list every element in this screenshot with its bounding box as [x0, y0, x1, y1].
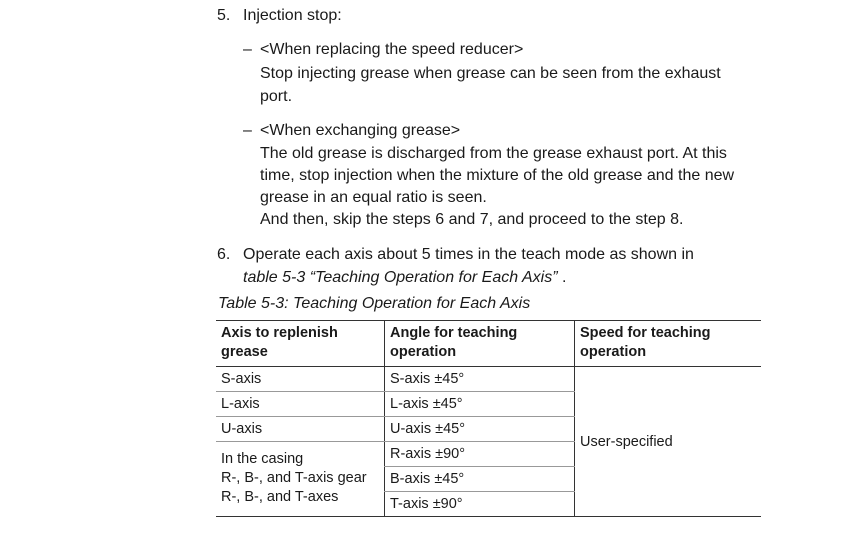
- table-header-row: [216, 321, 761, 367]
- step-5-number: 5.: [217, 7, 231, 24]
- case-2-dash: –: [243, 122, 252, 139]
- step-6-table-reference: [243, 269, 566, 287]
- header-speed: Speed for teaching operation: [575, 321, 762, 367]
- case-2-line-3: grease in an equal ratio is seen.: [260, 189, 487, 206]
- cell-axis: S-axis: [216, 367, 385, 392]
- step-6-number: 6.: [217, 246, 231, 263]
- cell-angle: U-axis ±45°: [385, 417, 575, 442]
- cell-angle: B-axis ±45°: [385, 467, 575, 492]
- case-2-heading: <When exchanging grease>: [260, 122, 461, 139]
- case-2-line-2: time, stop injection when the mixture of the old grease and the new: [260, 167, 735, 184]
- cell-angle: L-axis ±45°: [385, 392, 575, 417]
- table-reference-tail: .: [557, 269, 567, 286]
- step-6-text: Operate each axis about 5 times in the teach mode as shown in: [243, 246, 694, 263]
- step-5-title: Injection stop:: [243, 7, 342, 24]
- cell-angle: R-axis ±90°: [385, 442, 575, 467]
- cell-speed: User-specified: [575, 367, 762, 517]
- cell-axis: L-axis: [216, 392, 385, 417]
- header-axis: Axis to replenish grease: [216, 321, 385, 367]
- case-1-line-2: port.: [260, 88, 293, 105]
- cell-axis-group: In the casing R-, B-, and T-axis gear R-, B-, and T-axes: [216, 442, 385, 517]
- cell-axis: U-axis: [216, 417, 385, 442]
- table-row: [216, 367, 761, 392]
- cell-angle: T-axis ±90°: [385, 492, 575, 517]
- case-2-line-4: And then, skip the steps 6 and 7, and proceed to the step 8.: [260, 211, 684, 228]
- cell-angle: S-axis ±45°: [385, 367, 575, 392]
- table-caption: Table 5-3: Teaching Operation for Each Axis: [218, 295, 531, 312]
- table-reference-link[interactable]: table 5-3 “Teaching Operation for Each Axis”: [243, 269, 558, 286]
- case-2-line-1: The old grease is discharged from the grease exhaust port. At this: [260, 145, 727, 162]
- case-1-line-1: Stop injecting grease when grease can be seen from the exhaust: [260, 65, 721, 82]
- teaching-operation-table: [216, 320, 761, 517]
- case-1-heading: <When replacing the speed reducer>: [260, 41, 524, 58]
- case-1-dash: –: [243, 41, 252, 58]
- header-angle: Angle for teaching operation: [385, 321, 575, 367]
